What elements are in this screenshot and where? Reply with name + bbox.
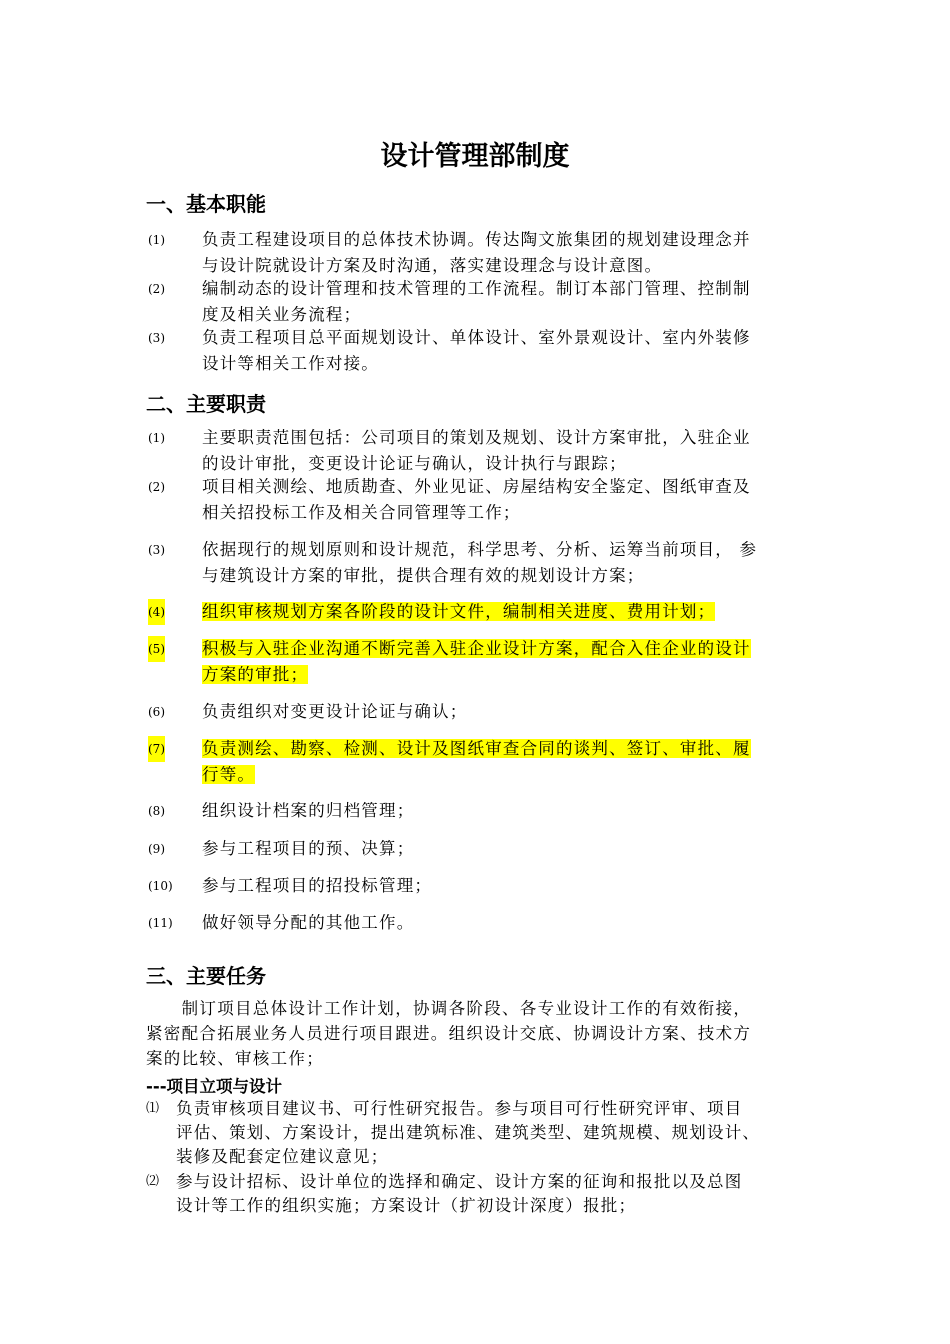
list-item-text [202, 474, 812, 526]
list-item-number: (1) [148, 431, 165, 445]
list-item-text [202, 699, 812, 725]
text-line: 方案的审批； [202, 665, 309, 684]
text-line: 设计等相关工作对接。 [202, 354, 379, 373]
text-line: 组织设计档案的归档管理； [202, 801, 415, 820]
list-item-text [202, 325, 812, 377]
list-item-text [202, 910, 812, 936]
text-line: 相关招投标工作及相关合同管理等工作； [202, 503, 521, 522]
text-line: 的设计审批，变更设计论证与确认，设计执行与跟踪； [202, 454, 627, 473]
text-line: 编制动态的设计管理和技术管理的工作流程。制订本部门管理、控制制 [202, 279, 751, 298]
section-heading-main-duties: 二、主要职责 [146, 392, 266, 416]
text-line: 参与工程项目的预、决算； [202, 839, 415, 858]
list-item-number: (3) [148, 543, 165, 557]
list-item-number: (6) [148, 705, 165, 719]
list-item-number: (10) [148, 879, 173, 893]
text-line: 评估、策划、方案设计，提出建筑标准、建筑类型、建筑规模、规划设计、 [176, 1123, 761, 1142]
text-line: 做好领导分配的其他工作。 [202, 913, 415, 932]
section-heading-basic-functions: 一、基本职能 [146, 192, 266, 216]
list-item-text [202, 736, 812, 788]
text-line: 装修及配套定位建议意见； [176, 1147, 389, 1166]
list-item-number: (2) [148, 480, 165, 494]
list-item-text [202, 276, 812, 328]
text-line: 项目相关测绘、地质勘查、外业见证、房屋结构安全鉴定、图纸审查及 [202, 477, 751, 496]
list-item-number: (8) [148, 804, 165, 818]
subheading-project-setup: ---项目立项与设计 [146, 1077, 283, 1096]
list-item-number: (1) [148, 233, 165, 247]
list-item-text [202, 636, 812, 688]
text-line: 紧密配合拓展业务人员进行项目跟进。组织设计交底、协调设计方案、技术方 [146, 1024, 752, 1043]
tasks-paragraph [146, 996, 810, 1071]
list-item-text [176, 1097, 826, 1169]
list-item-number: ⑴ [146, 1101, 160, 1116]
list-item-number: (11) [148, 916, 173, 930]
text-line: 积极与入驻企业沟通不断完善入驻企业设计方案，配合入住企业的设计 [202, 639, 751, 658]
text-line: 与建筑设计方案的审批，提供合理有效的规划设计方案； [202, 566, 645, 585]
list-item-number: (3) [148, 331, 165, 345]
list-item-number: (5) [148, 636, 165, 662]
list-item-number: (4) [148, 599, 165, 625]
text-line: 依据现行的规划原则和设计规范，科学思考、分析、运筹当前项目， 参 [202, 540, 758, 559]
list-item-text [202, 873, 812, 899]
list-item-text [202, 227, 812, 279]
document-title: 设计管理部制度 [380, 141, 570, 172]
text-line: 度及相关业务流程； [202, 305, 362, 324]
text-line: 负责组织对变更设计论证与确认； [202, 702, 468, 721]
list-item-text [202, 537, 812, 589]
list-item-text [176, 1170, 826, 1218]
text-line: 参与工程项目的招投标管理； [202, 876, 433, 895]
list-item-number: (7) [148, 736, 165, 762]
list-item-text [202, 798, 812, 824]
list-item-text [202, 599, 812, 625]
text-line: 负责工程建设项目的总体技术协调。传达陶文旅集团的规划建设理念并 [202, 230, 751, 249]
text-line: 负责审核项目建议书、可行性研究报告。参与项目可行性研究评审、项目 [176, 1099, 743, 1118]
list-item-text [202, 836, 812, 862]
list-item-number: ⑵ [146, 1174, 160, 1189]
text-line: 设计等工作的组织实施；方案设计（扩初设计深度）报批； [176, 1196, 637, 1215]
list-item-text [202, 425, 812, 477]
list-item-number: (2) [148, 282, 165, 296]
text-line: 参与设计招标、设计单位的选择和确定、设计方案的征询和报批以及总图 [176, 1172, 743, 1191]
list-item-number: (9) [148, 842, 165, 856]
text-line: 与设计院就设计方案及时沟通，落实建设理念与设计意图。 [202, 256, 663, 275]
text-line: 案的比较、审核工作； [146, 1049, 324, 1068]
section-heading-main-tasks: 三、主要任务 [146, 964, 266, 988]
text-line: 行等。 [202, 765, 256, 784]
text-line: 组织审核规划方案各阶段的设计文件，编制相关进度、费用计划； [202, 602, 716, 621]
text-line: 主要职责范围包括：公司项目的策划及规划、设计方案审批，入驻企业 [202, 428, 751, 447]
text-line: 负责测绘、勘察、检测、设计及图纸审查合同的谈判、签订、审批、履 [202, 739, 751, 758]
text-line: 制订项目总体设计工作计划，协调各阶段、各专业设计工作的有效衔接， [146, 999, 752, 1018]
text-line: 负责工程项目总平面规划设计、单体设计、室外景观设计、室内外装修 [202, 328, 751, 347]
